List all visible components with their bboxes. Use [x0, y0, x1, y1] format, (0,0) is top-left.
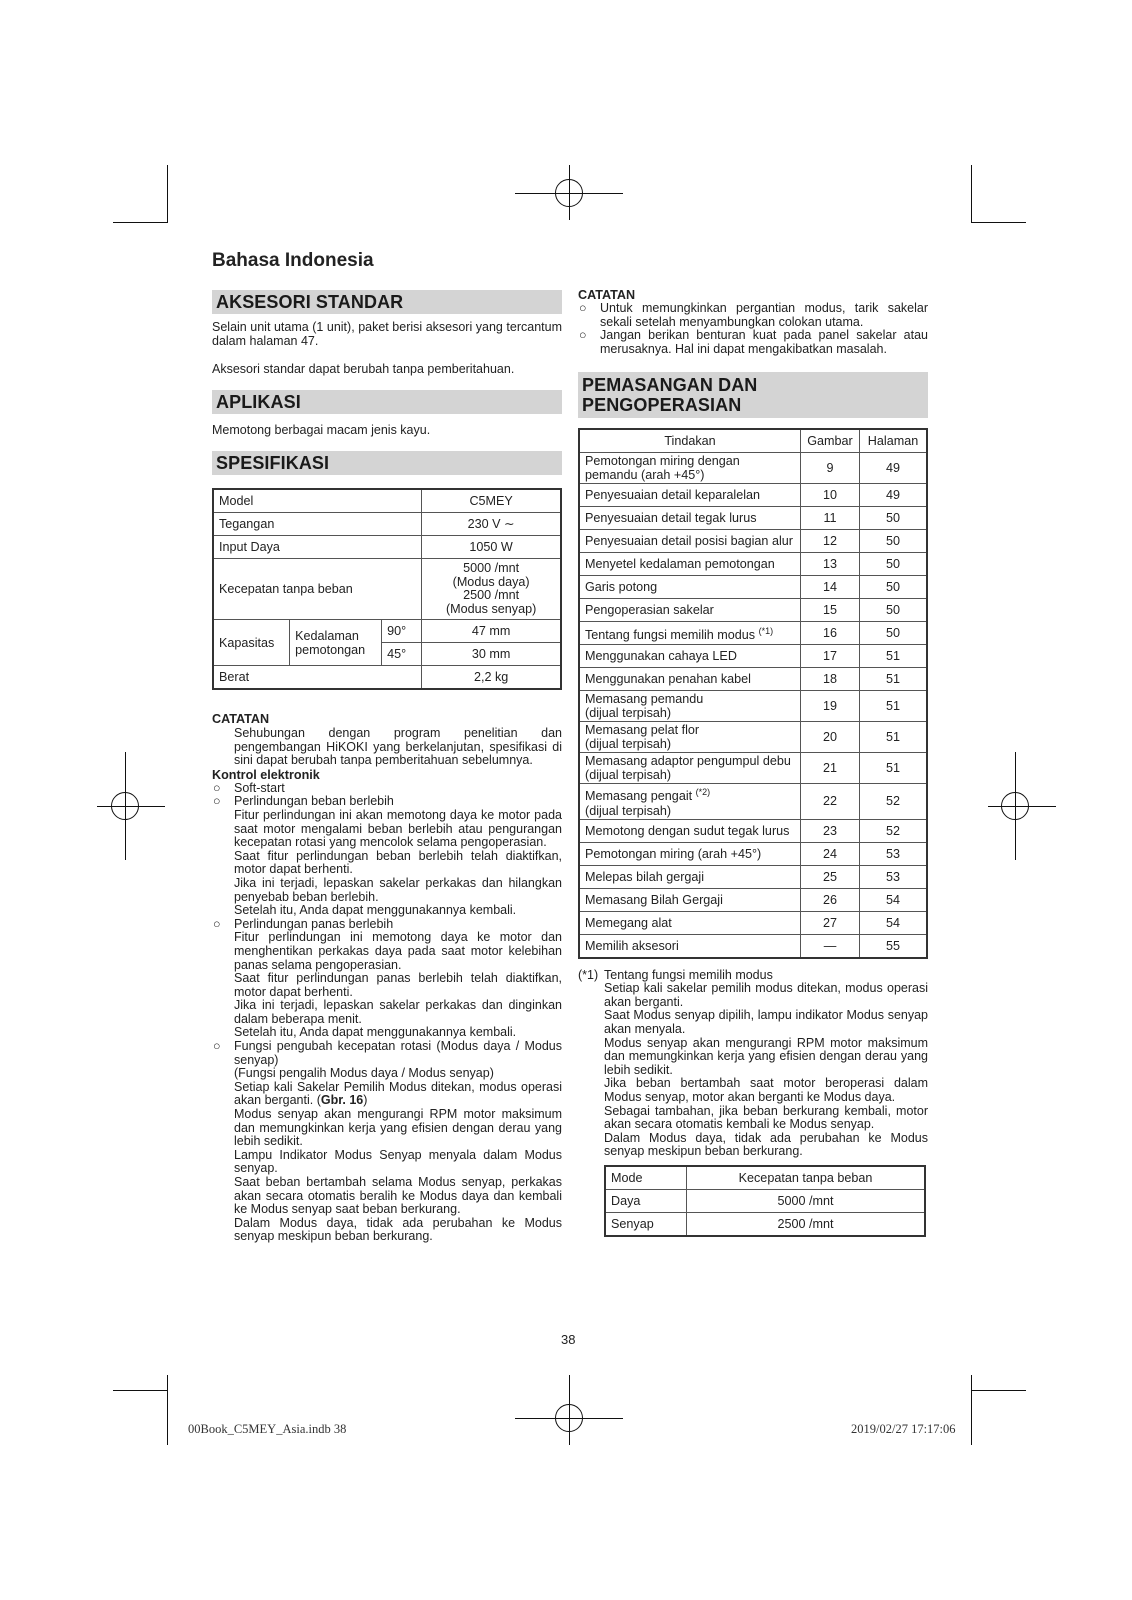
ops-tindakan: [579, 507, 801, 530]
ops-tindakan: [579, 911, 801, 934]
pemasangan-heading-line2: PENGOPERASIAN: [582, 395, 742, 416]
ops-header-gambar: Gambar: [801, 429, 860, 453]
ops-gambar: 10: [801, 484, 860, 507]
footnote-text-2: Saat Modus senyap dipilih, lampu indikator Modus senyap akan menyala.: [604, 1008, 928, 1036]
ops-row: [579, 691, 927, 722]
ops-row: [579, 599, 927, 622]
circle-bullet-icon: ○: [213, 780, 221, 795]
aplikasi-text: Memotong berbagai macam jenis kayu.: [212, 423, 431, 437]
mode-name: Senyap: [605, 1212, 687, 1236]
ops-tindakan: [579, 934, 801, 958]
bullet-overload: [212, 795, 562, 809]
pemasangan-heading: [578, 372, 928, 418]
ops-gambar: 21: [801, 753, 860, 784]
ops-tindakan-text: Memasang pelat flor: [585, 723, 700, 738]
ops-gambar: 14: [801, 576, 860, 599]
ops-body: [579, 453, 927, 958]
spec-row-model: [213, 489, 561, 513]
aksesori-text-1: Selain unit utama (1 unit), paket berisi aksesori yang tercantum dalam halaman 47.: [212, 320, 562, 348]
footer-timestamp: 2019/02/27 17:17:06: [851, 1422, 956, 1436]
ops-halaman: 52: [860, 819, 928, 842]
ops-footnote-ref: (*1): [758, 626, 774, 637]
footnote-text-3: Modus senyap akan mengurangi RPM motor maksimum dan memungkinkan kerja yang efisien dengan derau yang lebih sedikit.: [604, 1035, 928, 1077]
ops-tindakan-note: (dijual terpisah): [585, 706, 672, 721]
overheat-text-1: Fitur perlindungan ini memotong daya ke motor dan menghentikan perkakas daya pada saat motor kelebihan panas selama pengoperasian.: [234, 930, 562, 972]
ops-halaman: 51: [860, 722, 928, 753]
ops-row: [579, 645, 927, 668]
ops-row: [579, 753, 927, 784]
mode-header-row: [605, 1166, 925, 1190]
ops-tindakan-text: Menggunakan cahaya LED: [585, 649, 737, 664]
spec-row-kecepatan: [213, 559, 561, 620]
circle-bullet-icon: ○: [579, 328, 587, 343]
spec-label: Berat: [213, 666, 422, 690]
ops-tindakan: [579, 842, 801, 865]
speed-text-2: [234, 1081, 562, 1108]
bullet-text: Untuk memungkinkan pergantian modus, tarik sakelar sekali setelah menyambungkan colokan utama.: [600, 301, 928, 329]
speed-value-power: 5000 /mnt: [463, 561, 520, 575]
ops-tindakan-text: Tentang fungsi memilih modus: [585, 628, 756, 643]
ops-halaman: 50: [860, 576, 928, 599]
bullet-text: Soft-start: [234, 780, 285, 795]
ops-row: [579, 668, 927, 691]
spec-label: Kapasitas: [213, 620, 290, 666]
ops-tindakan-text: Pengoperasian sakelar: [585, 603, 714, 618]
ops-tindakan: [579, 819, 801, 842]
spec-label: Kecepatan tanpa beban: [213, 559, 422, 620]
overload-text-4: Setelah itu, Anda dapat menggunakannya kembali.: [234, 903, 517, 918]
angle-90: 90°: [382, 620, 422, 643]
catatan-right-bullet-1: [578, 302, 928, 329]
speed-text-4: Lampu Indikator Modus Senyap menyala dalam Modus senyap.: [234, 1147, 562, 1176]
ops-tindakan: [579, 668, 801, 691]
speed-text-3: Modus senyap akan mengurangi RPM motor maksimum dan memungkinkan kerja yang efisien dengan derau yang lebih sedikit.: [234, 1107, 562, 1149]
ops-gambar: 27: [801, 911, 860, 934]
ops-gambar: 26: [801, 888, 860, 911]
spesifikasi-heading: SPESIFIKASI: [212, 451, 562, 475]
ops-tindakan: [579, 722, 801, 753]
ops-gambar: 12: [801, 530, 860, 553]
ops-row: [579, 484, 927, 507]
ops-halaman: 49: [860, 453, 928, 484]
ops-halaman: 53: [860, 865, 928, 888]
spec-label: Model: [213, 489, 422, 513]
footnote-text-4: Jika beban bertambah saat motor beroperasi dalam Modus senyap, motor akan berganti ke Modus daya.: [604, 1076, 928, 1104]
speed-mode-silent: (Modus senyap): [445, 601, 537, 616]
circle-bullet-icon: ○: [579, 301, 587, 315]
ops-halaman: 50: [860, 622, 928, 645]
mode-row-senyap: [605, 1212, 925, 1236]
speed-header: Kecepatan tanpa beban: [687, 1166, 926, 1190]
catatan-right-title: CATATAN: [578, 288, 636, 302]
ops-gambar: 24: [801, 842, 860, 865]
pemasangan-heading-line1: PEMASANGAN DAN: [582, 375, 758, 396]
spec-row-kapasitas-90: [213, 620, 561, 643]
ops-row: [579, 842, 927, 865]
language-title: Bahasa Indonesia: [212, 250, 374, 271]
ops-tindakan-text: Penyesuaian detail tegak lurus: [585, 511, 757, 526]
ops-tindakan: [579, 753, 801, 784]
page-number: 38: [561, 1332, 576, 1347]
ops-tindakan: [579, 691, 801, 722]
mode-row-daya: [605, 1189, 925, 1212]
ops-halaman: 50: [860, 507, 928, 530]
overheat-text-3: Jika ini terjadi, lepaskan sakelar perkakas dan dinginkan dalam beberapa menit.: [234, 998, 562, 1026]
pemotongan-label: pemotongan: [295, 642, 366, 657]
speed-text-1: (Fungsi pengalih Modus daya / Modus senyap): [234, 1066, 494, 1081]
ops-gambar: 20: [801, 722, 860, 753]
mode-speed: 5000 /mnt: [687, 1189, 926, 1212]
ops-gambar: 9: [801, 453, 860, 484]
ops-tindakan-text: Memasang pengait: [585, 789, 693, 804]
ops-row: [579, 507, 927, 530]
ops-tindakan-text: Penyesuaian detail keparalelan: [585, 488, 761, 503]
ops-tindakan-note: (dijual terpisah): [585, 768, 672, 783]
ops-tindakan: [579, 484, 801, 507]
ops-tindakan-text: Memasang pemandu: [585, 692, 704, 707]
bullet-text: Jangan berikan benturan kuat pada panel sakelar atau merusaknya. Hal ini dapat mengakibatkan masalah.: [600, 328, 928, 356]
ops-tindakan-text: Penyesuaian detail posisi bagian alur: [585, 534, 793, 549]
ops-gambar: 13: [801, 553, 860, 576]
bullet-speed-change: [212, 1040, 562, 1067]
ops-row: [579, 934, 927, 958]
kontrol-title: Kontrol elektronik: [212, 767, 320, 782]
bullet-soft-start: [212, 782, 562, 796]
circle-bullet-icon: ○: [213, 1039, 221, 1054]
ops-tindakan-text: Memilih aksesori: [585, 938, 679, 953]
angle-45: 45°: [382, 643, 422, 666]
spec-label: Tegangan: [213, 513, 422, 536]
ops-gambar: 18: [801, 668, 860, 691]
speed-text-5: Saat beban bertambah selama Modus senyap, perkakas akan secara otomatis beralih ke Modus daya dan kembali ke Modus senyap saat beban berkurang.: [234, 1175, 562, 1217]
ops-tindakan: [579, 622, 801, 645]
ops-tindakan: [579, 453, 801, 484]
ops-halaman: 54: [860, 888, 928, 911]
footnote-1: [578, 969, 928, 1159]
ops-gambar: 23: [801, 819, 860, 842]
aplikasi-heading: APLIKASI: [212, 390, 562, 414]
spec-value: C5MEY: [422, 489, 561, 513]
ops-gambar: 19: [801, 691, 860, 722]
footnote-text-6: Dalam Modus daya, tidak ada perubahan ke Modus senyap meskipun beban berkurang.: [604, 1130, 928, 1159]
ops-header-row: [579, 429, 927, 453]
ops-row: [579, 722, 927, 753]
speed-text-2c: ): [363, 1093, 368, 1108]
ops-halaman: 51: [860, 668, 928, 691]
footer-filename: 00Book_C5MEY_Asia.indb 38: [188, 1422, 347, 1436]
ops-halaman: 50: [860, 530, 928, 553]
ops-row: [579, 576, 927, 599]
ops-halaman: 54: [860, 911, 928, 934]
ops-tindakan: [579, 576, 801, 599]
ops-header-tindakan: Tindakan: [579, 429, 801, 453]
operations-table: [578, 428, 928, 958]
ops-tindakan-text: Memasang adaptor pengumpul debu: [585, 754, 791, 769]
ops-tindakan-text: Pemotongan miring (arah +45°): [585, 846, 762, 861]
ops-row: [579, 888, 927, 911]
footnote-mark: (*1): [578, 967, 599, 982]
ops-tindakan: [579, 530, 801, 553]
mode-name: Daya: [605, 1189, 687, 1212]
bullet-overheat: [212, 918, 562, 932]
ops-halaman: 52: [860, 784, 928, 819]
spec-table: [212, 488, 562, 690]
overheat-text-4: Setelah itu, Anda dapat menggunakannya kembali.: [234, 1025, 517, 1040]
kedalaman-label: Kedalaman: [295, 628, 359, 643]
bullet-text: Fungsi pengubah kecepatan rotasi (Modus daya / Modus senyap): [234, 1039, 562, 1067]
depth-90: 47 mm: [422, 620, 561, 643]
ops-tindakan: [579, 865, 801, 888]
ops-tindakan-text: Menggunakan penahan kabel: [585, 672, 751, 687]
ops-tindakan-text: Garis potong: [585, 580, 658, 595]
footnote-title: Tentang fungsi memilih modus: [604, 967, 773, 982]
ops-gambar: 16: [801, 622, 860, 645]
ops-tindakan-text: Menyetel kedalaman pemotongan: [585, 557, 775, 572]
footnote-text-1: Setiap kali sakelar pemilih modus ditekan, modus operasi akan berganti.: [604, 981, 928, 1009]
overheat-text-2: Saat fitur perlindungan panas berlebih telah diaktifkan, motor dapat berhenti.: [234, 971, 562, 999]
spec-value: 1050 W: [422, 536, 561, 559]
ops-row: [579, 911, 927, 934]
speed-mode-power: (Modus daya): [452, 574, 530, 589]
ops-tindakan-text: Memasang Bilah Gergaji: [585, 892, 723, 907]
ops-tindakan-text: Pemotongan miring dengan pemandu (arah +45°): [585, 454, 740, 483]
ops-tindakan: [579, 553, 801, 576]
ops-tindakan-note: (dijual terpisah): [585, 737, 672, 752]
right-column: [578, 288, 928, 1237]
ops-halaman: 53: [860, 842, 928, 865]
ops-tindakan: [579, 784, 801, 819]
ops-header-halaman: Halaman: [860, 429, 928, 453]
ops-gambar: —: [801, 934, 860, 958]
ops-gambar: 22: [801, 784, 860, 819]
ops-tindakan-text: Memegang alat: [585, 915, 672, 930]
spec-value: 230 V ∼: [422, 513, 561, 536]
ops-row: [579, 819, 927, 842]
ops-footnote-ref: (*2): [695, 787, 711, 798]
ops-halaman: 49: [860, 484, 928, 507]
ops-row: [579, 622, 927, 645]
ops-row: [579, 453, 927, 484]
ops-tindakan-note: (dijual terpisah): [585, 803, 672, 818]
footnote-text-5: Sebagai tambahan, jika beban berkurang kembali, motor akan secara otomatis kembali ke Modus senyap.: [604, 1103, 928, 1132]
ops-gambar: 15: [801, 599, 860, 622]
bullet-text: Perlindungan beban berlebih: [234, 794, 394, 809]
ops-row: [579, 530, 927, 553]
spec-row-berat: [213, 666, 561, 690]
ops-halaman: 50: [860, 553, 928, 576]
ops-halaman: 51: [860, 691, 928, 722]
left-column: [212, 290, 562, 1244]
overload-text-2: Saat fitur perlindungan beban berlebih telah diaktifkan, motor dapat berhenti.: [234, 848, 562, 877]
circle-bullet-icon: ○: [213, 794, 221, 809]
ops-row: [579, 553, 927, 576]
ops-halaman: 50: [860, 599, 928, 622]
ops-tindakan-text: Melepas bilah gergaji: [585, 869, 705, 884]
ops-gambar: 25: [801, 865, 860, 888]
mode-table: [604, 1165, 926, 1237]
ops-tindakan: [579, 645, 801, 668]
ops-gambar: 17: [801, 645, 860, 668]
spec-value: 2,2 kg: [422, 666, 561, 690]
speed-text-6: Dalam Modus daya, tidak ada perubahan ke Modus senyap meskipun beban berkurang.: [234, 1215, 562, 1244]
catatan-text: Sehubungan dengan program penelitian dan pengembangan HiKOKI yang berkelanjutan, spesifikasi di sini dapat berubah tanpa pemberitahuan sebelumnya.: [234, 726, 562, 768]
ops-halaman: 51: [860, 753, 928, 784]
ops-gambar: 11: [801, 507, 860, 530]
mode-speed: 2500 /mnt: [687, 1212, 926, 1236]
figure-ref: Gbr. 16: [320, 1093, 364, 1108]
circle-bullet-icon: ○: [213, 916, 221, 931]
depth-45: 30 mm: [422, 643, 561, 666]
spec-value: [422, 559, 561, 620]
ops-halaman: 55: [860, 934, 928, 958]
catatan-title: CATATAN: [212, 712, 270, 726]
catatan-right-bullet-2: [578, 329, 928, 356]
ops-row: [579, 784, 927, 819]
ops-tindakan: [579, 888, 801, 911]
mode-header: Mode: [605, 1166, 687, 1190]
spec-label: Input Daya: [213, 536, 422, 559]
ops-halaman: 51: [860, 645, 928, 668]
aksesori-text-2: Aksesori standar dapat berubah tanpa pemberitahuan.: [212, 362, 515, 376]
ops-tindakan-text: Memotong dengan sudut tegak lurus: [585, 823, 790, 838]
bullet-text: Perlindungan panas berlebih: [234, 916, 394, 931]
aksesori-heading: AKSESORI STANDAR: [212, 290, 562, 314]
speed-value-silent: 2500 /mnt: [463, 588, 520, 602]
overload-text-3: Jika ini terjadi, lepaskan sakelar perkakas dan hilangkan penyebab beban berlebih.: [234, 875, 562, 904]
speed-text-2a: Setiap kali Sakelar Pemilih Modus ditekan, modus operasi akan berganti. (: [234, 1079, 562, 1108]
ops-row: [579, 865, 927, 888]
spec-row-input: [213, 536, 561, 559]
overload-text-1: Fitur perlindungan ini akan memotong daya ke motor pada saat motor mengalami beban berlebih atau pengurangan kecepatan rotasi yang mencolok selama pengoperasian.: [234, 807, 562, 850]
spec-sublabel: [290, 620, 382, 666]
spec-row-tegangan: [213, 513, 561, 536]
ops-tindakan: [579, 599, 801, 622]
